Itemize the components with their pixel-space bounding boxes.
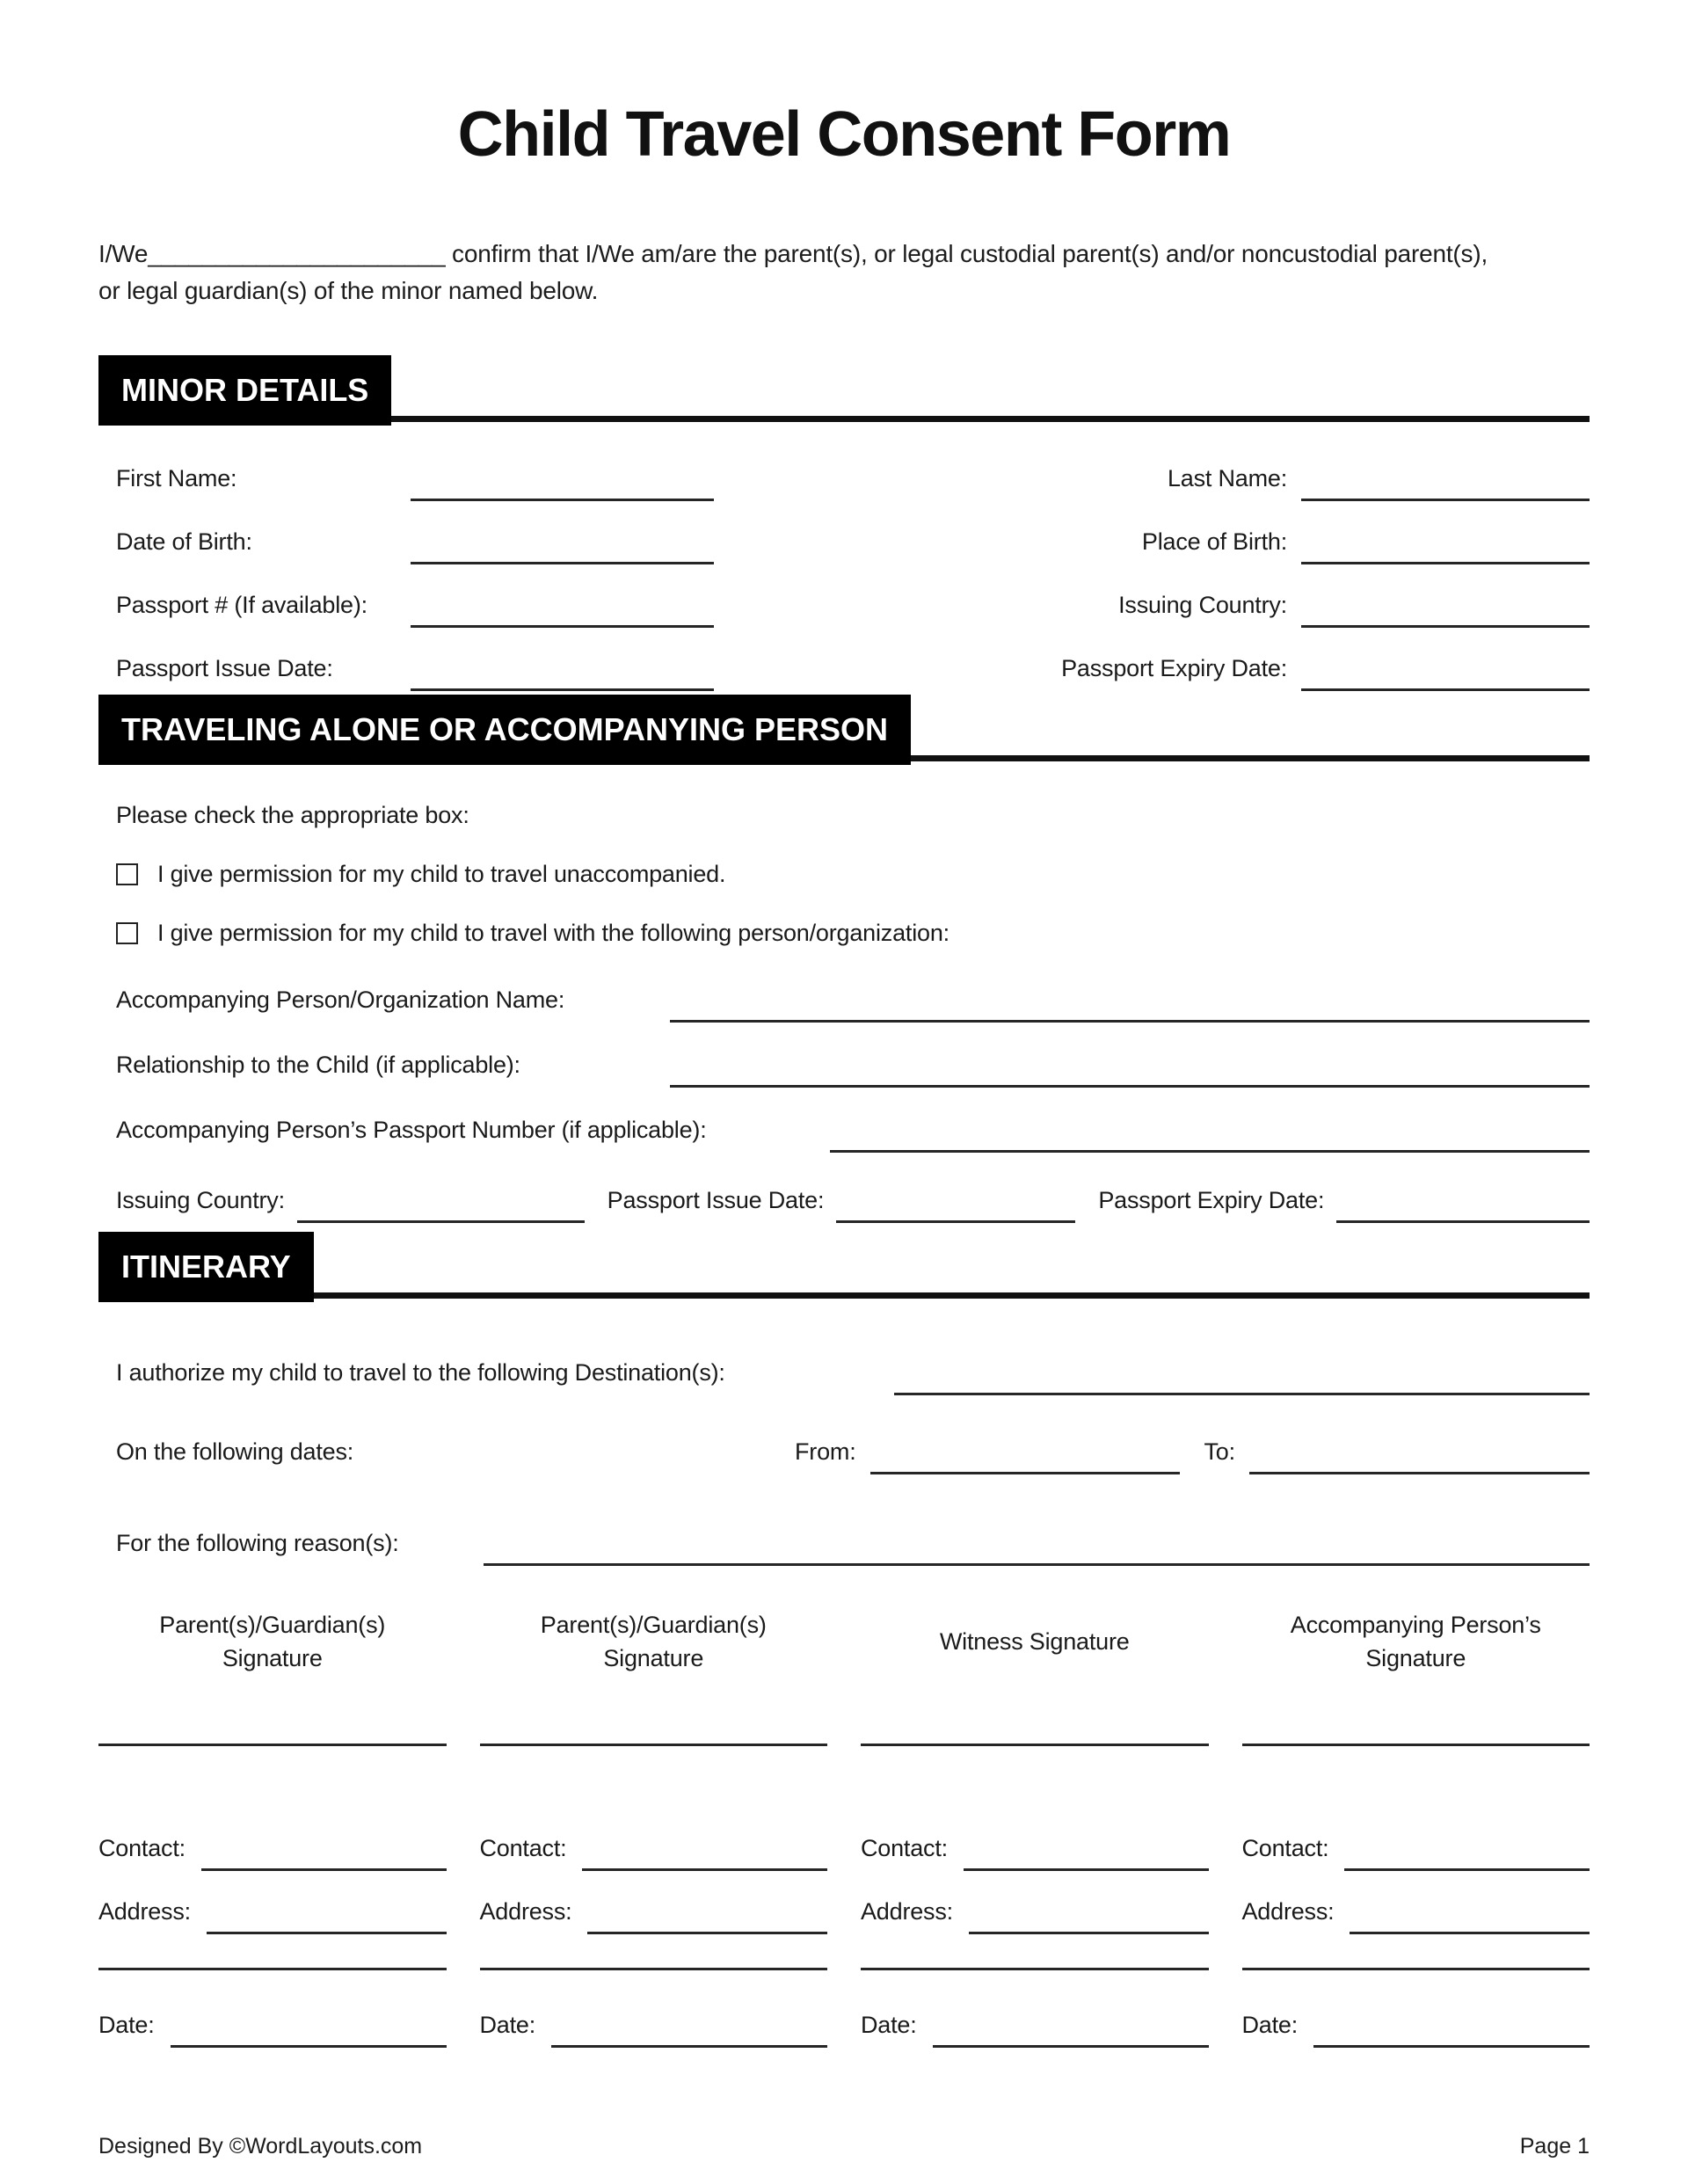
from-label: From:: [795, 1438, 856, 1465]
page-number: Page 1: [1519, 2134, 1590, 2159]
footer-credit: Designed By ©WordLayouts.com: [98, 2134, 423, 2159]
section-title-traveling: TRAVELING ALONE OR ACCOMPANYING PERSON: [98, 695, 911, 765]
option-travel-accompanied: [98, 920, 1590, 947]
issuing-country-label: Issuing Country:: [1118, 592, 1287, 618]
page-title: Child Travel Consent Form: [457, 99, 1231, 170]
passport-number-label: Passport # (If available):: [116, 592, 367, 618]
destination-label: I authorize my child to travel to the following Destination(s):: [116, 1359, 725, 1386]
to-label: To:: [1204, 1438, 1235, 1465]
signature-column-witness: [861, 1598, 1209, 2039]
travel-dates-row: [98, 1436, 1590, 1466]
signature-column-title: Accompanying Person’s Signature: [1290, 1612, 1541, 1671]
date-label: Date:: [479, 2012, 536, 2038]
signature-line-parent1[interactable]: [98, 1744, 447, 1746]
date-to-field[interactable]: [1249, 1472, 1590, 1474]
minor-row-passport-dates: [98, 619, 1590, 682]
passport-expiry-date-label: Passport Expiry Date:: [1061, 655, 1287, 681]
reason-field[interactable]: [484, 1563, 1590, 1566]
acc-passport-issue-date-label: Passport Issue Date:: [607, 1187, 825, 1213]
date-label: Date:: [861, 2012, 917, 2038]
contact-label: Contact:: [1241, 1835, 1329, 1861]
dates-label: On the following dates:: [116, 1438, 354, 1465]
address-label: Address:: [861, 1898, 953, 1925]
contact-field-accompanying[interactable]: [1344, 1868, 1590, 1871]
signature-grid: [98, 1598, 1590, 2039]
date-field-parent1[interactable]: [171, 2045, 447, 2048]
page-footer: [98, 2134, 1590, 2159]
contact-label: Contact:: [479, 1835, 567, 1861]
accompanying-name-label: Accompanying Person/Organization Name:: [116, 986, 565, 1013]
issuing-country-field[interactable]: [1301, 625, 1590, 628]
signature-column-parent2: [480, 1598, 828, 2039]
passport-issue-date-label: Passport Issue Date:: [116, 655, 333, 681]
intro-paragraph: I/We______________________ confirm that I/We am/are the parent(s), or legal custodial parent(s) and/or noncustodial parent(s), or legal guardian(s) of the minor named below.: [98, 240, 1488, 304]
address-line2-field-accompanying[interactable]: [1242, 1968, 1590, 1970]
signature-column-title: Parent(s)/Guardian(s) Signature: [159, 1612, 386, 1671]
section-title-minor-details: MINOR DETAILS: [98, 355, 391, 426]
acc-issuing-country-label: Issuing Country:: [116, 1187, 285, 1213]
address-label: Address:: [1241, 1898, 1335, 1925]
contact-field-witness[interactable]: [964, 1868, 1209, 1871]
address-label: Address:: [98, 1898, 191, 1925]
date-label: Date:: [1241, 2012, 1299, 2038]
reason-row: [98, 1527, 1590, 1557]
accompanying-passport-details-row: [98, 1184, 1590, 1214]
accompanying-passport-field[interactable]: [830, 1150, 1590, 1153]
address-field-witness[interactable]: [969, 1932, 1209, 1934]
first-name-field[interactable]: [411, 499, 714, 501]
accompanying-passport-row: [98, 1114, 1590, 1144]
passport-expiry-date-field[interactable]: [1301, 688, 1590, 691]
date-field-parent2[interactable]: [551, 2045, 827, 2048]
relationship-label: Relationship to the Child (if applicable):: [116, 1052, 520, 1078]
date-of-birth-label: Date of Birth:: [116, 528, 252, 555]
destination-row: [98, 1357, 1590, 1387]
acc-passport-issue-date-field[interactable]: [836, 1220, 1075, 1223]
minor-row-passport: [98, 556, 1590, 619]
date-field-witness[interactable]: [933, 2045, 1209, 2048]
acc-passport-expiry-date-label: Passport Expiry Date:: [1098, 1187, 1325, 1213]
acc-passport-expiry-date-field[interactable]: [1336, 1220, 1590, 1223]
minor-row-name: [98, 429, 1590, 492]
signature-line-witness[interactable]: [861, 1744, 1209, 1746]
accompanying-name-field[interactable]: [670, 1020, 1590, 1023]
option-label-unaccompanied: I give permission for my child to travel unaccompanied.: [157, 861, 726, 887]
first-name-label: First Name:: [116, 465, 237, 491]
option-label-accompanied: I give permission for my child to travel with the following person/organization:: [157, 920, 950, 946]
destinations-field[interactable]: [894, 1393, 1590, 1395]
place-of-birth-label: Place of Birth:: [1141, 528, 1287, 555]
minor-details-grid: [98, 429, 1590, 682]
contact-field-parent1[interactable]: [201, 1868, 447, 1871]
signature-line-accompanying[interactable]: [1242, 1744, 1590, 1746]
signature-column-title: Parent(s)/Guardian(s) Signature: [540, 1612, 767, 1671]
date-from-field[interactable]: [870, 1472, 1180, 1474]
passport-issue-date-field[interactable]: [411, 688, 714, 691]
address-line2-field-parent1[interactable]: [98, 1968, 447, 1970]
section-header-itinerary: [98, 1232, 1590, 1302]
signature-column-parent1: [98, 1598, 447, 2039]
date-label: Date:: [98, 2012, 155, 2038]
address-line2-field-witness[interactable]: [861, 1968, 1209, 1970]
signature-line-parent2[interactable]: [480, 1744, 828, 1746]
section-header-minor-details: [98, 355, 1590, 426]
address-field-parent2[interactable]: [587, 1932, 827, 1934]
date-field-accompanying[interactable]: [1313, 2045, 1590, 2048]
checkbox-travel-unaccompanied[interactable]: [116, 863, 138, 885]
accompanying-name-row: [98, 984, 1590, 1014]
accompanying-passport-label: Accompanying Person’s Passport Number (if applicable):: [116, 1117, 707, 1143]
address-line2-field-parent2[interactable]: [480, 1968, 828, 1970]
contact-field-parent2[interactable]: [582, 1868, 827, 1871]
contact-label: Contact:: [861, 1835, 948, 1861]
date-of-birth-field[interactable]: [411, 562, 714, 564]
checkbox-instruction: Please check the appropriate box:: [116, 802, 469, 828]
address-field-parent1[interactable]: [207, 1932, 447, 1934]
reason-label: For the following reason(s):: [116, 1530, 399, 1556]
option-travel-unaccompanied: [98, 861, 1590, 888]
address-label: Address:: [479, 1898, 572, 1925]
acc-issuing-country-field[interactable]: [297, 1220, 585, 1223]
relationship-field[interactable]: [670, 1085, 1590, 1088]
checkbox-travel-accompanied[interactable]: [116, 922, 138, 944]
last-name-field[interactable]: [1301, 499, 1590, 501]
section-header-traveling: [98, 695, 1590, 765]
minor-row-birth: [98, 492, 1590, 556]
place-of-birth-field[interactable]: [1301, 562, 1590, 564]
passport-number-field[interactable]: [411, 625, 714, 628]
section-title-itinerary: ITINERARY: [98, 1232, 314, 1302]
contact-label: Contact:: [98, 1835, 186, 1861]
signature-column-accompanying: [1242, 1598, 1590, 2039]
last-name-label: Last Name:: [1167, 465, 1287, 491]
address-field-accompanying[interactable]: [1350, 1932, 1590, 1934]
signature-column-title: Witness Signature: [939, 1628, 1130, 1655]
relationship-row: [98, 1049, 1590, 1079]
